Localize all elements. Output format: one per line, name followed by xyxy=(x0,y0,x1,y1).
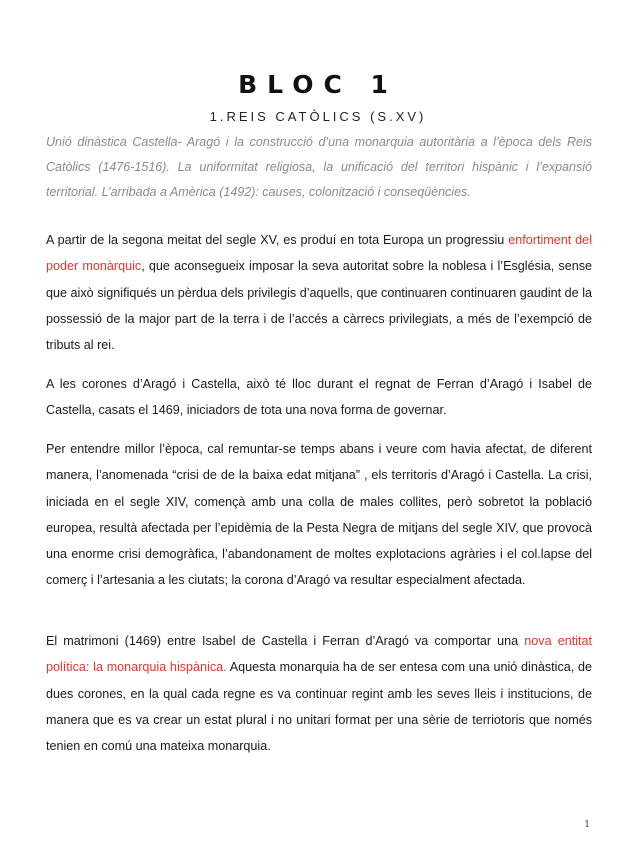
page-title: BLOC 1 xyxy=(238,70,398,99)
intro-summary: Unió dinàstica Castella- Aragó i la construcció d’una monarquia autoritària a l’època dels Reis Catòlics (1476-1516). La uniformitat religiosa, la unificació del territori hispànic i l’expansió territorial. L’arribada a Amèrica (1492): causes, colonització i conseqüències. xyxy=(46,135,592,199)
paragraph-1-highlight: enfortiment del poder monàrquic xyxy=(46,233,592,274)
paragraph-2: A les corones d’Aragó i Castella, això té lloc durant el regnat de Ferran d’Aragó i Isabel de Castella, casats el 1469, iniciadors de tota una nova forma de governar. xyxy=(46,377,592,418)
paragraph-4-text-start: El matrimoni (1469) entre Isabel de Castella i Ferran d’Aragó va comportar una xyxy=(46,634,525,648)
paragraph-4-highlight: nova entitat política: la monarquia hispànica. xyxy=(46,634,592,675)
paragraph-1-text-end: , que aconsegueix imposar la seva autoritat sobre la noblesa i l’Església, sense que això signifiqués un pèrdua dels privilegis d’aquells, que continuaren continuaren gaudint de la possessió de la major part de la terra i de l’accés a càrrecs privilegiats, a més de l’exempció de tributs al rei. xyxy=(46,259,593,353)
paragraph-1-text-start: A partir de la segona meitat del segle XV, es produí en tota Europa un progressiu xyxy=(46,233,509,247)
section-subtitle: 1.REIS CATÒLICS (S.XV) xyxy=(209,109,427,124)
page-number: 1 xyxy=(584,820,590,830)
paragraph-3: Per entendre millor l’època, cal remuntar-se temps abans i veure com havia afectat, de diferent manera, l’anomenada “crisi de de la baixa edat mitjana” , els territoris d’Aragó i Castella. La crisi, iniciada en el segle XIV, començà amb una colla de males collites, però sobretot la població europea, resultà afectada per l’epidèmia de la Pesta Negra de mitjans del segle XIV, que provocà una enorme crisi demogràfica, l’abandonament de moltes explotacions agràries i el col.lapse del comerç i l’artesania a les ciutats; la corona d’Aragó va resultar especialment afectada. xyxy=(46,442,592,588)
paragraph-4-text-end: Aquesta monarquia ha de ser entesa com una unió dinàstica, de dues corones, en la qual cada regne es va continuar regint amb les seves lleis i institucions, de manera que es va crear un estat plural i no unitari format per una sèrie de terriotoris que només tenien en comú una mateixa monarquia. xyxy=(46,660,592,754)
paragraph-1 xyxy=(46,227,592,358)
paragraph-4 xyxy=(46,628,592,759)
